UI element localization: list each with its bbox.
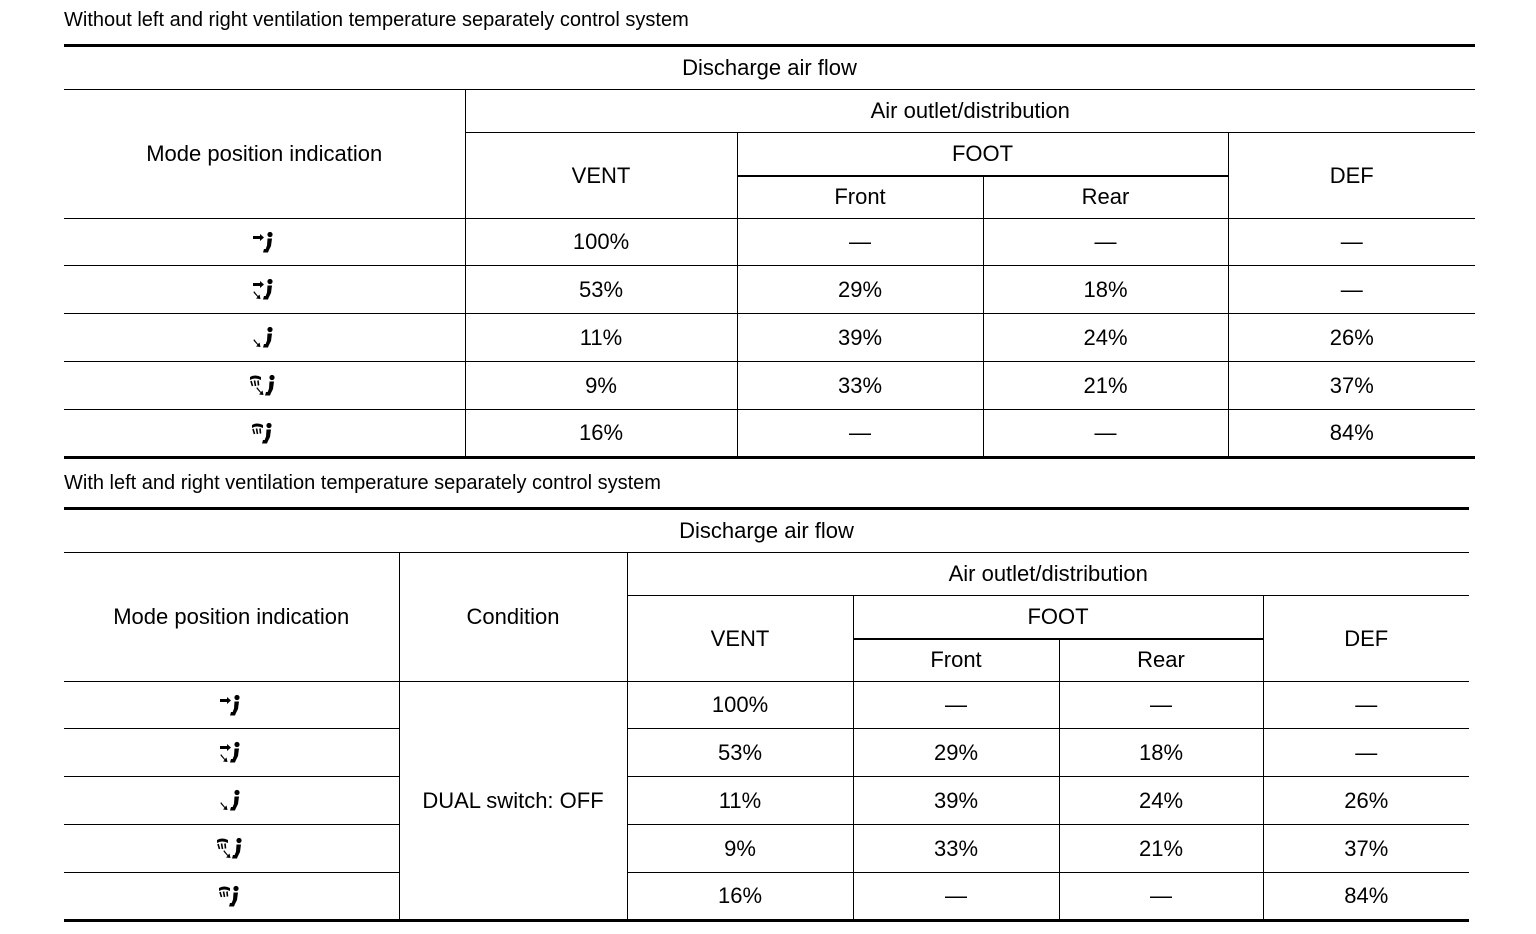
table-row	[64, 729, 1469, 777]
table-row	[64, 219, 1475, 266]
mode-cell	[64, 777, 399, 825]
rear-value: —	[1059, 873, 1263, 921]
table-row	[64, 362, 1475, 410]
vent-value: 9%	[465, 362, 737, 410]
mode-cell	[64, 219, 465, 266]
front-value: —	[737, 219, 983, 266]
def-value: 37%	[1263, 825, 1469, 873]
mode-cell	[64, 410, 465, 458]
table-row	[64, 266, 1475, 314]
vent-value: 9%	[627, 825, 853, 873]
rear-value: 21%	[1059, 825, 1263, 873]
foot-def-mode-icon	[216, 837, 246, 861]
mode-position-header: Mode position indication	[64, 553, 399, 682]
discharge-air-flow-header: Discharge air flow	[64, 509, 1469, 553]
vent-value: 11%	[627, 777, 853, 825]
vent-value: 53%	[465, 266, 737, 314]
vent-value: 53%	[627, 729, 853, 777]
front-header: Front	[737, 176, 983, 219]
rear-value: 24%	[983, 314, 1228, 362]
air-outlet-header: Air outlet/distribution	[627, 553, 1469, 596]
condition-header: Condition	[399, 553, 627, 682]
def-mode-icon	[218, 885, 244, 909]
mode-position-header: Mode position indication	[64, 90, 465, 219]
vent-value: 100%	[465, 219, 737, 266]
table-row	[64, 873, 1469, 921]
rear-value: —	[983, 219, 1228, 266]
def-header: DEF	[1228, 133, 1475, 219]
def-mode-icon	[251, 422, 277, 446]
vent-header: VENT	[627, 596, 853, 682]
rear-value: 18%	[1059, 729, 1263, 777]
def-value: 84%	[1263, 873, 1469, 921]
front-value: —	[853, 682, 1059, 729]
rear-header: Rear	[1059, 639, 1263, 682]
table-row	[64, 825, 1469, 873]
mode-cell	[64, 729, 399, 777]
rear-value: 24%	[1059, 777, 1263, 825]
foot-header: FOOT	[737, 133, 1228, 176]
bi-level-mode-icon	[251, 278, 277, 302]
def-value: 37%	[1228, 362, 1475, 410]
mode-cell	[64, 873, 399, 921]
foot-header: FOOT	[853, 596, 1263, 639]
def-value: 84%	[1228, 410, 1475, 458]
discharge-air-flow-header: Discharge air flow	[64, 46, 1475, 90]
def-value: 26%	[1263, 777, 1469, 825]
mode-cell	[64, 362, 465, 410]
rear-value: —	[1059, 682, 1263, 729]
vent-mode-icon	[251, 231, 277, 255]
front-header: Front	[853, 639, 1059, 682]
mode-cell	[64, 825, 399, 873]
mode-cell	[64, 314, 465, 362]
vent-value: 100%	[627, 682, 853, 729]
mode-cell	[64, 682, 399, 729]
table-row	[64, 682, 1469, 729]
foot-mode-icon	[218, 789, 244, 813]
def-value: —	[1228, 266, 1475, 314]
table-row	[64, 314, 1475, 362]
table-row	[64, 410, 1475, 458]
mode-cell	[64, 266, 465, 314]
rear-header: Rear	[983, 176, 1228, 219]
foot-def-mode-icon	[249, 374, 279, 398]
def-value: —	[1228, 219, 1475, 266]
def-value: —	[1263, 729, 1469, 777]
front-value: 29%	[737, 266, 983, 314]
front-value: 33%	[853, 825, 1059, 873]
def-value: 26%	[1228, 314, 1475, 362]
vent-value: 11%	[465, 314, 737, 362]
front-value: 29%	[853, 729, 1059, 777]
front-value: 39%	[853, 777, 1059, 825]
front-value: —	[853, 873, 1059, 921]
condition-value: DUAL switch: OFF	[399, 682, 627, 921]
table-row	[64, 777, 1469, 825]
table-2-caption: With left and right ventilation temperature separately control system	[64, 472, 661, 494]
front-value: —	[737, 410, 983, 458]
rear-value: —	[983, 410, 1228, 458]
front-value: 33%	[737, 362, 983, 410]
vent-mode-icon	[218, 694, 244, 718]
air-outlet-header: Air outlet/distribution	[465, 90, 1475, 133]
foot-mode-icon	[251, 326, 277, 350]
def-value: —	[1263, 682, 1469, 729]
rear-value: 21%	[983, 362, 1228, 410]
table-1-caption: Without left and right ventilation temperature separately control system	[64, 9, 689, 31]
discharge-air-flow-table-2	[64, 507, 1469, 922]
front-value: 39%	[737, 314, 983, 362]
discharge-air-flow-table-1	[64, 44, 1475, 459]
vent-header: VENT	[465, 133, 737, 219]
rear-value: 18%	[983, 266, 1228, 314]
def-header: DEF	[1263, 596, 1469, 682]
vent-value: 16%	[627, 873, 853, 921]
bi-level-mode-icon	[218, 741, 244, 765]
vent-value: 16%	[465, 410, 737, 458]
